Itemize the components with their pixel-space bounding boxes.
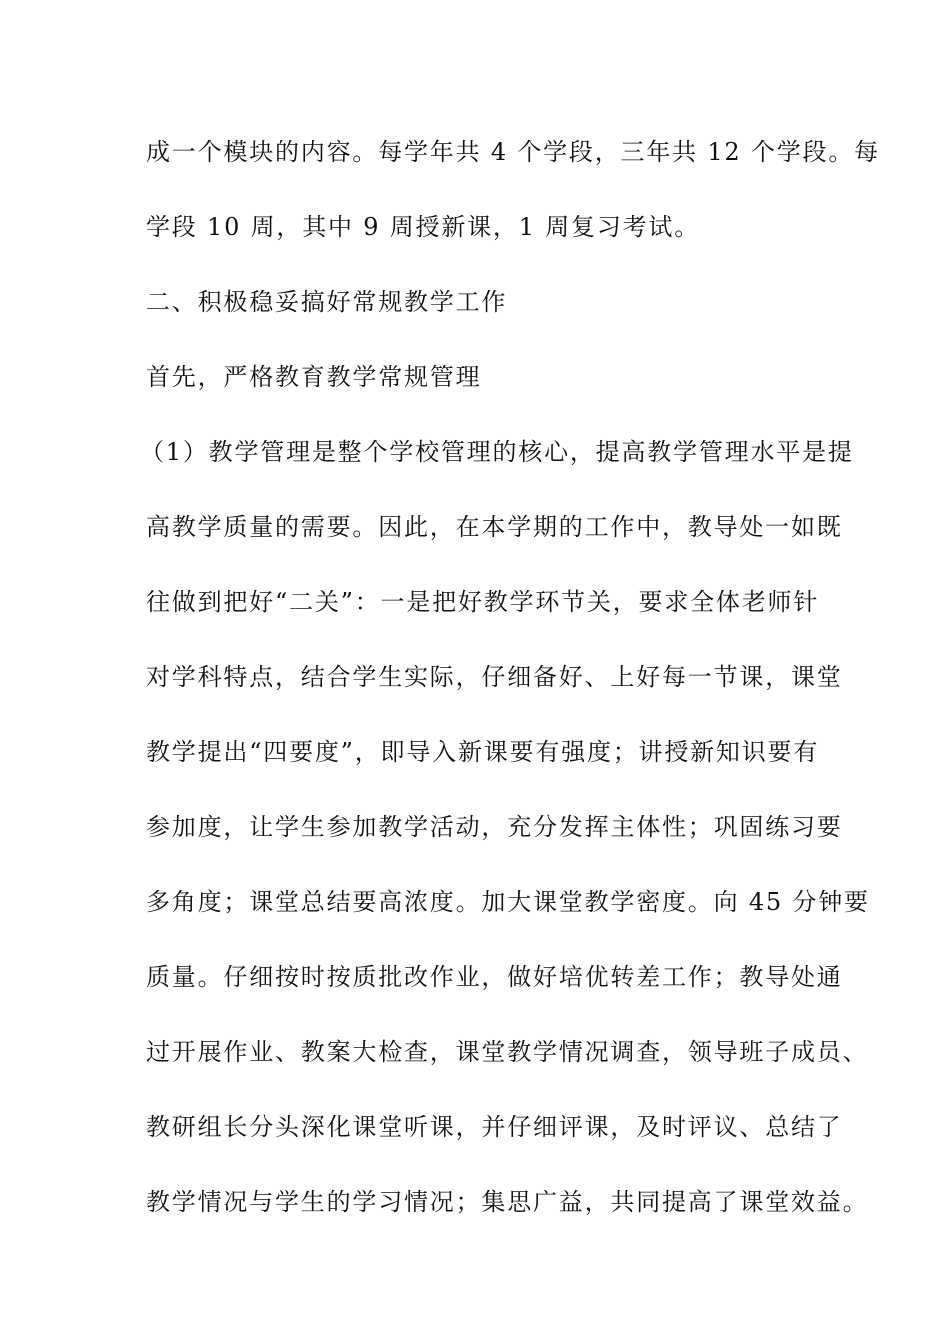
text-line: 往做到把好“二关”：一是把好教学环节关，要求全体老师针 [146, 588, 820, 616]
text-line: （1）教学管理是整个学校管理的核心，提高教学管理水平是提 [140, 438, 854, 466]
text-line: 质量。仔细按时按质批改作业，做好培优转差工作；教导处通 [146, 963, 843, 991]
text-line: 过开展作业、教案大检查，课堂教学情况调查，领导班子成员、 [146, 1038, 869, 1066]
text-line: 参加度，让学生参加教学活动，充分发挥主体性；巩固练习要 [146, 813, 843, 841]
text-line: 多角度；课堂总结要高浓度。加大课堂教学密度。向 45 分钟要 [146, 888, 870, 916]
text-line: 成一个模块的内容。每学年共 4 个学段，三年共 12 个学段。每 [146, 138, 880, 166]
text-line: 教研组长分头深化课堂听课，并仔细评课，及时评议、总结了 [146, 1113, 843, 1141]
section-heading: 二、积极稳妥搞好常规教学工作 [146, 288, 508, 316]
text-line: 对学科特点，结合学生实际，仔细备好、上好每一节课，课堂 [146, 663, 843, 691]
text-line: 高教学质量的需要。因此，在本学期的工作中，教导处一如既 [146, 513, 843, 541]
text-line: 教学提出“四要度”，即导入新课要有强度；讲授新知识要有 [146, 738, 820, 766]
text-line: 学段 10 周，其中 9 周授新课，1 周复习考试。 [146, 213, 701, 241]
text-line: 教学情况与学生的学习情况；集思广益，共同提高了课堂效益。 [146, 1188, 869, 1216]
subsection-heading: 首先，严格教育教学常规管理 [146, 363, 482, 391]
